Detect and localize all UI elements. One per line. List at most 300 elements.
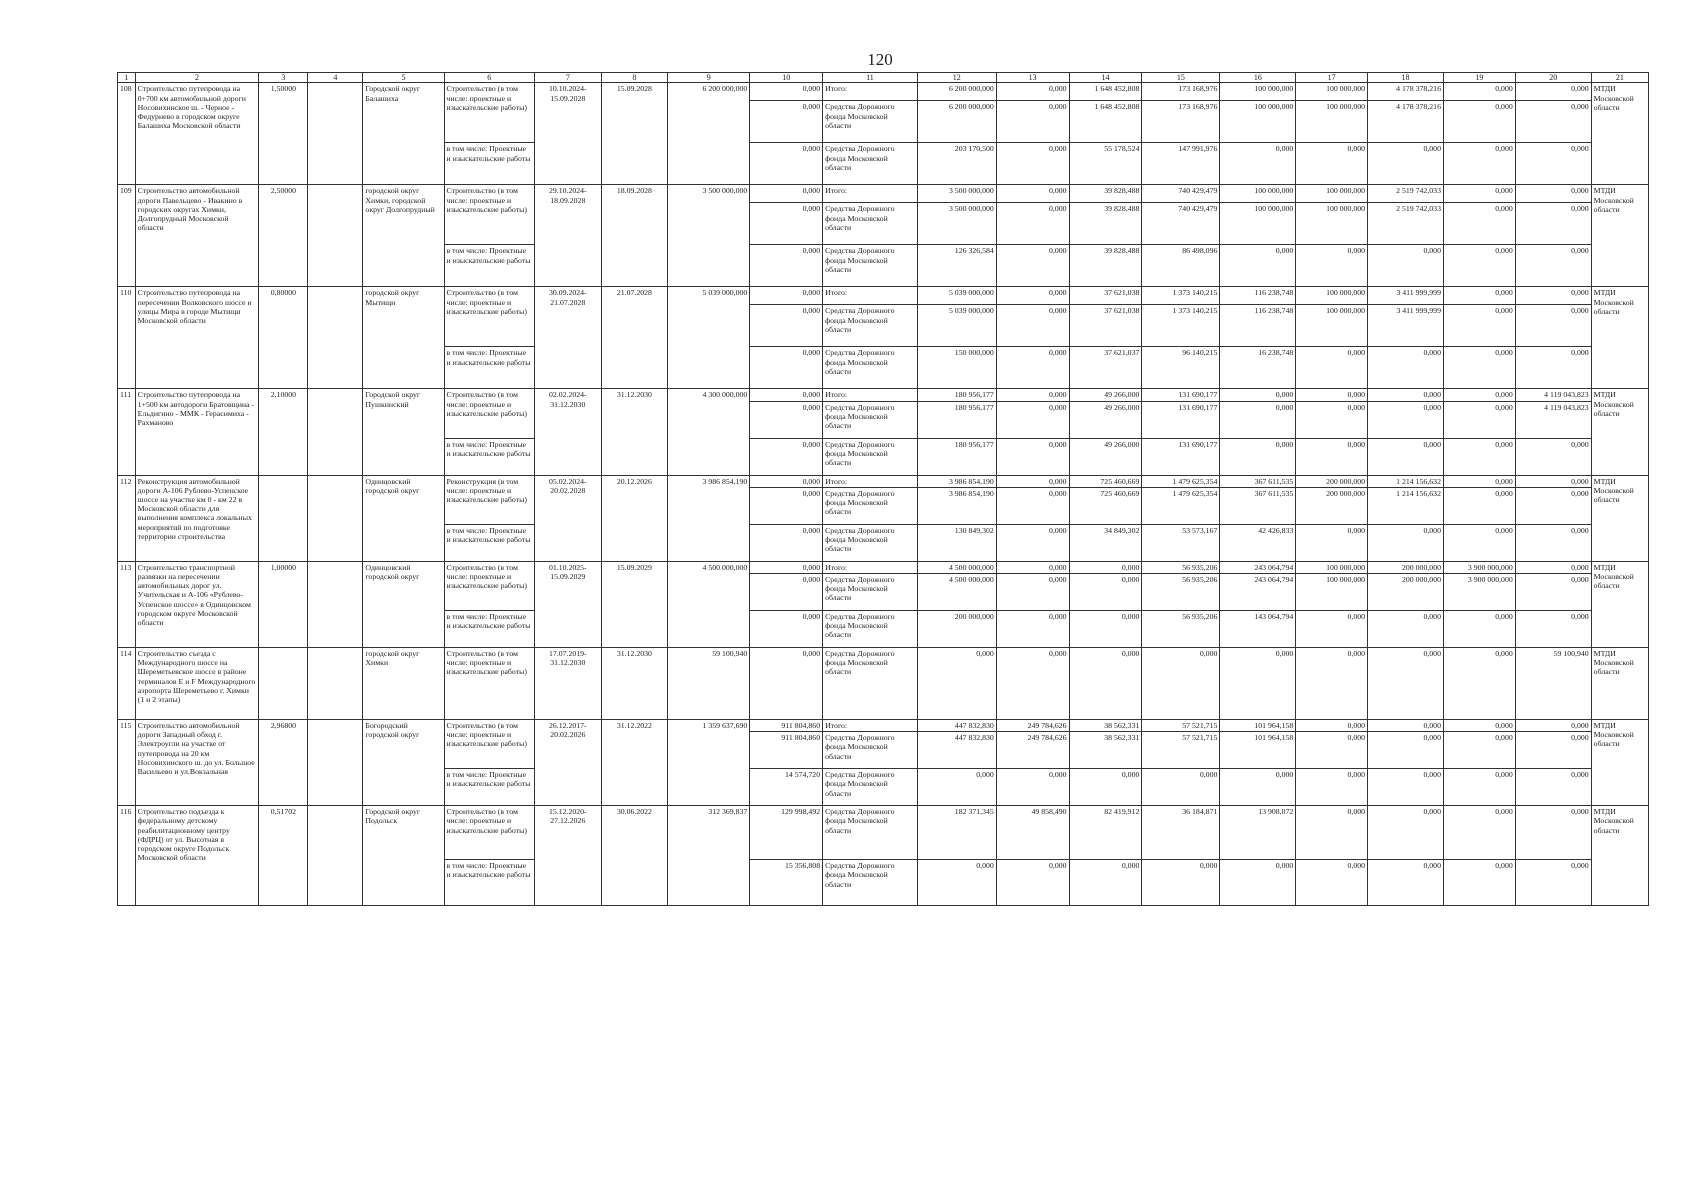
amount-cell: 100 000,000 (1220, 83, 1296, 101)
amount-cell: 0,000 (1368, 245, 1444, 287)
financed-before: 0,000 (750, 574, 823, 611)
municipality: Одинцовский городской округ (363, 475, 444, 561)
work-type: Строительство (в том числе: проектные и изыскательские работы) (444, 389, 534, 438)
amount-cell: 5 039 000,000 (917, 287, 996, 305)
amount-cell: 0,000 (1443, 287, 1515, 305)
col-4 (308, 287, 363, 389)
amount-cell: 0,000 (1220, 389, 1296, 401)
amount-cell: 38 562,331 (1069, 720, 1142, 732)
financed-before: 0,000 (750, 101, 823, 143)
project-row (118, 287, 1649, 305)
funding-source: Средства Дорожного фонда Московской области (823, 401, 918, 438)
funding-source: Средства Дорожного фонда Московской области (823, 648, 918, 720)
commission-date: 18.09.2028 (601, 185, 668, 287)
estimated-cost: 5 039 000,000 (668, 287, 750, 389)
object-name: Реконструкция автомобильной дороги А-106 Рублево-Успенское шоссе на участке км 0 - км 22 в Московской области для выполнения комплекса локальных мероприятий по подготовке территории строительства (135, 475, 259, 561)
amount-cell: 0,000 (996, 389, 1069, 401)
amount-cell: 0,000 (1443, 860, 1515, 906)
amount-cell: 0,000 (1515, 860, 1591, 906)
amount-cell: 0,000 (1296, 806, 1368, 860)
amount-cell: 0,000 (1443, 101, 1515, 143)
commission-date: 31.12.2030 (601, 648, 668, 720)
financed-before: 0,000 (750, 287, 823, 305)
amount-cell: 0,000 (1296, 401, 1368, 438)
amount-cell: 0,000 (1515, 203, 1591, 245)
funding-source: Итого: (823, 720, 918, 732)
object-name: Строительство подъезда к федеральному детскому реабилитационному центру (ФДРЦ) от ул. Высотная в городском округе Подольск Московской области (135, 806, 259, 906)
amount-cell: 0,000 (1515, 561, 1591, 573)
responsible: МТДИ Московской области (1591, 287, 1648, 389)
estimated-cost: 312 369,837 (668, 806, 750, 906)
financed-before: 0,000 (750, 83, 823, 101)
work-type: Строительство (в том числе: проектные и изыскательские работы) (444, 648, 534, 720)
amount-cell: 725 460,669 (1069, 487, 1142, 524)
amount-cell: 86 498,096 (1142, 245, 1220, 287)
funding-source: Итого: (823, 389, 918, 401)
capacity-km: 0,51702 (259, 806, 308, 906)
column-number: 10 (750, 73, 823, 83)
amount-cell: 0,000 (996, 438, 1069, 475)
project-row (118, 720, 1649, 732)
commission-date: 20.12.2026 (601, 475, 668, 561)
amount-cell: 0,000 (1443, 769, 1515, 806)
amount-cell: 39 828,488 (1069, 245, 1142, 287)
work-period: 15.12.2020- 27.12.2026 (535, 806, 602, 906)
work-type: Строительство (в том числе: проектные и изыскательские работы) (444, 806, 534, 860)
estimated-cost: 4 300 000,000 (668, 389, 750, 475)
amount-cell: 0,000 (1443, 720, 1515, 732)
amount-cell: 0,000 (1443, 305, 1515, 347)
amount-cell: 116 238,748 (1220, 287, 1296, 305)
amount-cell: 0,000 (1296, 720, 1368, 732)
amount-cell: 0,000 (1443, 524, 1515, 561)
financed-before: 14 574,720 (750, 769, 823, 806)
row-number: 108 (118, 83, 136, 185)
amount-cell: 0,000 (1069, 860, 1142, 906)
work-period: 10.10.2024- 15.09.2028 (535, 83, 602, 185)
amount-cell: 0,000 (1443, 185, 1515, 203)
amount-cell: 2 519 742,033 (1368, 203, 1444, 245)
amount-cell: 0,000 (996, 203, 1069, 245)
amount-cell: 0,000 (1515, 769, 1591, 806)
funding-source: Средства Дорожного фонда Московской области (823, 347, 918, 389)
object-name: Строительство путепровода на 1+500 км автодороги Братовщина - Ельдигино - ММК - Герасимиха - Рахманово (135, 389, 259, 475)
object-name: Строительство автомобильной дороги Павельцево - Ивакино в городских округах Химки, Долгопрудный Московской области (135, 185, 259, 287)
column-number: 16 (1220, 73, 1296, 83)
object-name: Строительство путепровода на пересечении Волковского шоссе и улицы Мира в городе Мытищи Московской области (135, 287, 259, 389)
amount-cell: 0,000 (1296, 438, 1368, 475)
commission-date: 15.09.2028 (601, 83, 668, 185)
amount-cell: 0,000 (1443, 487, 1515, 524)
capacity-km: 2,50000 (259, 185, 308, 287)
column-number: 21 (1591, 73, 1648, 83)
funding-source: Итого: (823, 475, 918, 487)
col-4 (308, 83, 363, 185)
column-number: 18 (1368, 73, 1444, 83)
amount-cell: 100 000,000 (1220, 185, 1296, 203)
amount-cell: 100 000,000 (1296, 287, 1368, 305)
amount-cell: 82 419,912 (1069, 806, 1142, 860)
amount-cell: 49 266,000 (1069, 401, 1142, 438)
amount-cell: 0,000 (1296, 524, 1368, 561)
amount-cell: 0,000 (1368, 347, 1444, 389)
funding-source: Средства Дорожного фонда Московской области (823, 143, 918, 185)
amount-cell: 173 168,976 (1142, 83, 1220, 101)
amount-cell: 1 479 625,354 (1142, 487, 1220, 524)
amount-cell: 0,000 (1443, 203, 1515, 245)
commission-date: 31.12.2022 (601, 720, 668, 806)
amount-cell: 0,000 (1296, 347, 1368, 389)
amount-cell: 0,000 (1368, 769, 1444, 806)
amount-cell: 38 562,331 (1069, 732, 1142, 769)
object-name: Строительство путепровода на 0+700 км автомобильной дороги Носовихинское ш. - Черное - Федурнево в городском округе Балашиха Московской области (135, 83, 259, 185)
amount-cell: 0,000 (1443, 438, 1515, 475)
column-number-row (118, 73, 1649, 83)
amount-cell: 182 371,345 (917, 806, 996, 860)
row-number: 110 (118, 287, 136, 389)
amount-cell: 4 500 000,000 (917, 574, 996, 611)
amount-cell: 57 521,715 (1142, 732, 1220, 769)
work-type: Строительство (в том числе: проектные и изыскательские работы) (444, 185, 534, 245)
column-number: 9 (668, 73, 750, 83)
work-type: Строительство (в том числе: проектные и изыскательские работы) (444, 83, 534, 143)
road-projects-table (117, 72, 1649, 906)
amount-cell: 447 832,830 (917, 732, 996, 769)
amount-cell: 130 849,302 (917, 524, 996, 561)
object-name: Строительство транспортной развязки на пересечении автомобильных дорог ул. Учительская и А-106 «Рублево-Успенское шоссе» в Одинцовском городском округе Московской области (135, 561, 259, 647)
amount-cell: 0,000 (917, 648, 996, 720)
work-period: 17.07.2019- 31.12.2030 (535, 648, 602, 720)
financed-before: 0,000 (750, 524, 823, 561)
amount-cell: 5 039 000,000 (917, 305, 996, 347)
amount-cell: 0,000 (996, 860, 1069, 906)
amount-cell: 0,000 (996, 524, 1069, 561)
estimated-cost: 59 100,940 (668, 648, 750, 720)
amount-cell: 200 000,000 (1296, 475, 1368, 487)
amount-cell: 0,000 (1296, 769, 1368, 806)
funding-source: Средства Дорожного фонда Московской области (823, 732, 918, 769)
column-number: 1 (118, 73, 136, 83)
municipality: Городской округ Подольск (363, 806, 444, 906)
responsible: МТДИ Московской области (1591, 561, 1648, 647)
amount-cell: 0,000 (1515, 475, 1591, 487)
amount-cell: 100 000,000 (1296, 203, 1368, 245)
work-type: Строительство (в том числе: проектные и изыскательские работы) (444, 720, 534, 769)
amount-cell: 1 373 140,215 (1142, 287, 1220, 305)
work-type: Реконструкция (в том числе: проектные и изыскательские работы) (444, 475, 534, 524)
amount-cell: 0,000 (1220, 245, 1296, 287)
amount-cell: 0,000 (1142, 648, 1220, 720)
funding-source: Средства Дорожного фонда Московской области (823, 524, 918, 561)
amount-cell: 0,000 (996, 101, 1069, 143)
work-type-design: в том числе: Проектные и изыскательские работы (444, 347, 534, 389)
column-number: 2 (135, 73, 259, 83)
amount-cell: 96 140,215 (1142, 347, 1220, 389)
amount-cell: 100 000,000 (1220, 101, 1296, 143)
project-row (118, 806, 1649, 860)
amount-cell: 1 373 140,215 (1142, 305, 1220, 347)
column-number: 17 (1296, 73, 1368, 83)
work-period: 26.12.2017- 20.02.2026 (535, 720, 602, 806)
capacity-km (259, 475, 308, 561)
amount-cell: 0,000 (1069, 611, 1142, 648)
funding-source: Итого: (823, 561, 918, 573)
amount-cell: 1 479 625,354 (1142, 475, 1220, 487)
amount-cell: 100 000,000 (1220, 203, 1296, 245)
row-number: 114 (118, 648, 136, 720)
amount-cell: 0,000 (1368, 720, 1444, 732)
amount-cell: 0,000 (1368, 438, 1444, 475)
amount-cell: 0,000 (1069, 574, 1142, 611)
amount-cell: 3 900 000,000 (1443, 574, 1515, 611)
amount-cell: 200 000,000 (1296, 487, 1368, 524)
financed-before: 129 998,492 (750, 806, 823, 860)
amount-cell: 0,000 (996, 401, 1069, 438)
funding-source: Итого: (823, 185, 918, 203)
amount-cell: 1 214 156,632 (1368, 475, 1444, 487)
financed-before: 0,000 (750, 648, 823, 720)
amount-cell: 0,000 (996, 648, 1069, 720)
amount-cell: 0,000 (1368, 143, 1444, 185)
financed-before: 911 804,860 (750, 720, 823, 732)
amount-cell: 101 964,158 (1220, 732, 1296, 769)
amount-cell: 59 100,940 (1515, 648, 1591, 720)
amount-cell: 100 000,000 (1296, 305, 1368, 347)
amount-cell: 0,000 (1296, 389, 1368, 401)
amount-cell: 0,000 (1515, 806, 1591, 860)
object-name: Строительство съезда с Международного шоссе на Шереметьевское шоссе в районе терминалов E и F Международного аэропорта Шереметьево г. Химки (1 и 2 этапы) (135, 648, 259, 720)
amount-cell: 0,000 (1443, 475, 1515, 487)
amount-cell: 6 200 000,000 (917, 83, 996, 101)
amount-cell: 0,000 (1296, 143, 1368, 185)
column-number: 5 (363, 73, 444, 83)
amount-cell: 100 000,000 (1296, 101, 1368, 143)
project-row (118, 389, 1649, 401)
amount-cell: 131 690,177 (1142, 438, 1220, 475)
municipality: Городской округ Балашиха (363, 83, 444, 185)
amount-cell: 367 611,535 (1220, 487, 1296, 524)
financed-before: 0,000 (750, 611, 823, 648)
amount-cell: 203 170,500 (917, 143, 996, 185)
municipality: Одинцовский городской округ (363, 561, 444, 647)
amount-cell: 1 648 452,808 (1069, 101, 1142, 143)
column-number: 14 (1069, 73, 1142, 83)
page-number: 120 (867, 50, 893, 69)
work-period: 01.10.2025- 15.09.2029 (535, 561, 602, 647)
amount-cell: 49 266,000 (1069, 438, 1142, 475)
amount-cell: 49 266,000 (1069, 389, 1142, 401)
amount-cell: 0,000 (1220, 143, 1296, 185)
amount-cell: 0,000 (1296, 860, 1368, 906)
amount-cell: 39 828,488 (1069, 185, 1142, 203)
amount-cell: 150 000,000 (917, 347, 996, 389)
project-row (118, 475, 1649, 487)
row-number: 115 (118, 720, 136, 806)
amount-cell: 0,000 (1515, 185, 1591, 203)
amount-cell: 0,000 (996, 487, 1069, 524)
work-type-design: в том числе: Проектные и изыскательские работы (444, 438, 534, 475)
work-type: Строительство (в том числе: проектные и изыскательские работы) (444, 287, 534, 347)
work-period: 29.10.2024- 18.09.2028 (535, 185, 602, 287)
amount-cell: 100 000,000 (1296, 574, 1368, 611)
row-number: 109 (118, 185, 136, 287)
responsible: МТДИ Московской области (1591, 475, 1648, 561)
funding-source: Средства Дорожного фонда Московской области (823, 611, 918, 648)
commission-date: 15.09.2029 (601, 561, 668, 647)
amount-cell: 0,000 (1443, 611, 1515, 648)
col-4 (308, 648, 363, 720)
amount-cell: 367 611,535 (1220, 475, 1296, 487)
amount-cell: 53 573,167 (1142, 524, 1220, 561)
amount-cell: 0,000 (1515, 83, 1591, 101)
amount-cell: 243 064,794 (1220, 561, 1296, 573)
financed-before: 0,000 (750, 347, 823, 389)
capacity-km: 1,00000 (259, 561, 308, 647)
amount-cell: 36 184,871 (1142, 806, 1220, 860)
capacity-km: 2,96800 (259, 720, 308, 806)
funding-source: Средства Дорожного фонда Московской области (823, 305, 918, 347)
amount-cell: 0,000 (996, 185, 1069, 203)
capacity-km: 2,10000 (259, 389, 308, 475)
estimated-cost: 3 986 854,190 (668, 475, 750, 561)
work-type-design: в том числе: Проектные и изыскательские работы (444, 769, 534, 806)
amount-cell: 4 178 378,216 (1368, 101, 1444, 143)
financed-before: 0,000 (750, 438, 823, 475)
amount-cell: 447 832,830 (917, 720, 996, 732)
amount-cell: 740 429,479 (1142, 185, 1220, 203)
amount-cell: 0,000 (1368, 860, 1444, 906)
amount-cell: 173 168,976 (1142, 101, 1220, 143)
work-type-design: в том числе: Проектные и изыскательские работы (444, 524, 534, 561)
amount-cell: 0,000 (1220, 438, 1296, 475)
amount-cell: 0,000 (996, 475, 1069, 487)
amount-cell: 249 784,626 (996, 732, 1069, 769)
responsible: МТДИ Московской области (1591, 720, 1648, 806)
commission-date: 31.12.2030 (601, 389, 668, 475)
col-4 (308, 720, 363, 806)
amount-cell: 101 964,158 (1220, 720, 1296, 732)
financed-before: 0,000 (750, 401, 823, 438)
budget-table-wrapper (117, 72, 1649, 906)
amount-cell: 126 326,584 (917, 245, 996, 287)
capacity-km (259, 648, 308, 720)
capacity-km: 0,80000 (259, 287, 308, 389)
estimated-cost: 3 500 000,000 (668, 185, 750, 287)
amount-cell: 0,000 (1368, 732, 1444, 769)
amount-cell: 0,000 (1368, 806, 1444, 860)
row-number: 111 (118, 389, 136, 475)
column-number: 11 (823, 73, 918, 83)
amount-cell: 0,000 (1443, 83, 1515, 101)
amount-cell: 49 858,490 (996, 806, 1069, 860)
column-number: 15 (1142, 73, 1220, 83)
amount-cell: 116 238,748 (1220, 305, 1296, 347)
amount-cell: 4 500 000,000 (917, 561, 996, 573)
column-number: 8 (601, 73, 668, 83)
amount-cell: 725 460,669 (1069, 475, 1142, 487)
amount-cell: 0,000 (1443, 806, 1515, 860)
funding-source: Итого: (823, 83, 918, 101)
amount-cell: 0,000 (1069, 769, 1142, 806)
work-type-design: в том числе: Проектные и изыскательские работы (444, 860, 534, 906)
amount-cell: 56 935,206 (1142, 574, 1220, 611)
table-body (118, 73, 1649, 906)
amount-cell: 200 000,000 (1368, 574, 1444, 611)
amount-cell: 0,000 (996, 83, 1069, 101)
amount-cell: 0,000 (996, 347, 1069, 389)
amount-cell: 16 238,748 (1220, 347, 1296, 389)
amount-cell: 3 411 999,999 (1368, 287, 1444, 305)
amount-cell: 37 621,037 (1069, 347, 1142, 389)
amount-cell: 3 500 000,000 (917, 203, 996, 245)
amount-cell: 100 000,000 (1296, 185, 1368, 203)
amount-cell: 0,000 (917, 860, 996, 906)
amount-cell: 0,000 (1515, 101, 1591, 143)
amount-cell: 4 119 043,823 (1515, 389, 1591, 401)
amount-cell: 131 690,177 (1142, 401, 1220, 438)
financed-before: 0,000 (750, 487, 823, 524)
amount-cell: 180 956,177 (917, 389, 996, 401)
amount-cell: 0,000 (917, 769, 996, 806)
amount-cell: 0,000 (1515, 287, 1591, 305)
municipality: Городской округ Пушкинский (363, 389, 444, 475)
project-row (118, 185, 1649, 203)
work-period: 05.02.2024- 20.02.2028 (535, 475, 602, 561)
row-number: 113 (118, 561, 136, 647)
col-4 (308, 389, 363, 475)
amount-cell: 0,000 (1368, 524, 1444, 561)
financed-before: 0,000 (750, 185, 823, 203)
funding-source: Средства Дорожного фонда Московской области (823, 487, 918, 524)
financed-before: 0,000 (750, 475, 823, 487)
estimated-cost: 4 500 000,000 (668, 561, 750, 647)
amount-cell: 34 849,302 (1069, 524, 1142, 561)
amount-cell: 180 956,177 (917, 401, 996, 438)
amount-cell: 0,000 (1515, 574, 1591, 611)
amount-cell: 0,000 (1515, 143, 1591, 185)
amount-cell: 0,000 (1296, 245, 1368, 287)
responsible: МТДИ Московской области (1591, 83, 1648, 185)
funding-source: Средства Дорожного фонда Московской области (823, 203, 918, 245)
amount-cell: 0,000 (1443, 389, 1515, 401)
amount-cell: 0,000 (996, 305, 1069, 347)
commission-date: 30.06.2022 (601, 806, 668, 906)
column-number: 20 (1515, 73, 1591, 83)
amount-cell: 56 935,206 (1142, 561, 1220, 573)
funding-source: Средства Дорожного фонда Московской области (823, 806, 918, 860)
amount-cell: 0,000 (1069, 648, 1142, 720)
municipality: городской округ Химки (363, 648, 444, 720)
column-number: 3 (259, 73, 308, 83)
work-type-design: в том числе: Проектные и изыскательские работы (444, 611, 534, 648)
amount-cell: 3 500 000,000 (917, 185, 996, 203)
amount-cell: 2 519 742,033 (1368, 185, 1444, 203)
amount-cell: 0,000 (1220, 648, 1296, 720)
financed-before: 911 804,860 (750, 732, 823, 769)
amount-cell: 0,000 (1296, 611, 1368, 648)
amount-cell: 180 956,177 (917, 438, 996, 475)
amount-cell: 1 214 156,632 (1368, 487, 1444, 524)
amount-cell: 0,000 (1069, 561, 1142, 573)
financed-before: 0,000 (750, 389, 823, 401)
amount-cell: 55 178,524 (1069, 143, 1142, 185)
amount-cell: 3 900 000,000 (1443, 561, 1515, 573)
amount-cell: 39 828,488 (1069, 203, 1142, 245)
amount-cell: 56 935,206 (1142, 611, 1220, 648)
municipality: Богородский городской округ (363, 720, 444, 806)
amount-cell: 147 991,976 (1142, 143, 1220, 185)
funding-source: Средства Дорожного фонда Московской области (823, 574, 918, 611)
